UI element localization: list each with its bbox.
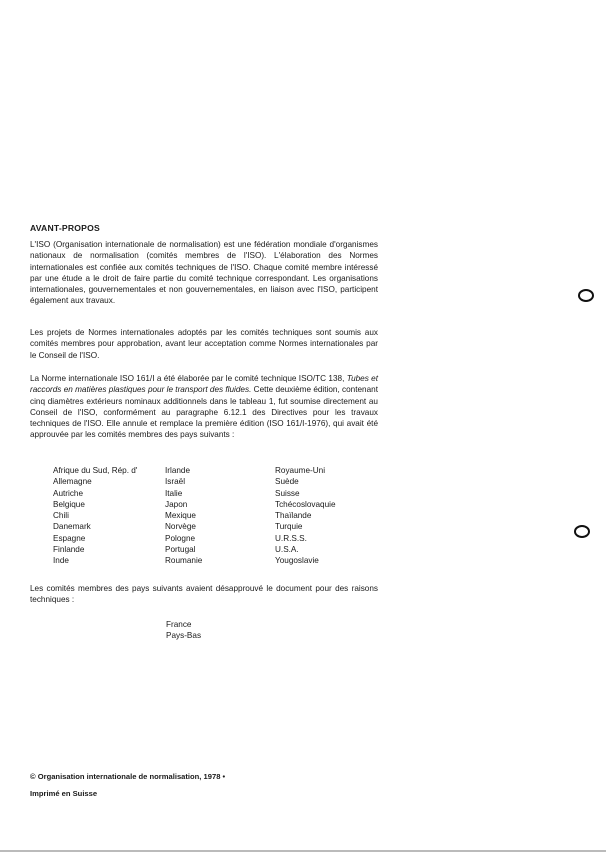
country-item: Chili	[53, 511, 69, 521]
country-item: Yougoslavie	[275, 556, 319, 566]
country-item: Danemark	[53, 522, 91, 532]
foreword-heading: AVANT-PROPOS	[30, 223, 100, 233]
country-item: Mexique	[165, 511, 196, 521]
country-item: Israël	[165, 477, 186, 487]
country-item: Finlande	[53, 545, 85, 555]
country-item: Inde	[53, 556, 69, 566]
countries-column-2	[165, 465, 275, 567]
country-item: Afrique du Sud, Rép. d'	[53, 466, 138, 475]
country-item: Pologne	[165, 533, 196, 543]
country-item: France	[166, 620, 192, 629]
country-item: Pays-Bas	[166, 631, 202, 641]
country-item: Roumanie	[165, 556, 203, 566]
country-item: U.S.A.	[275, 545, 299, 555]
paragraph-standard-history	[30, 373, 378, 441]
paragraph-approval: Les projets de Normes internationales adoptés par les comités techniques sont soumis aux comités membres pour approbation, avant leur acceptation comme Normes internationales par le Conseil de l'ISO.	[30, 328, 378, 360]
scan-edge-divider	[0, 850, 606, 852]
country-item: Tchécoslovaquie	[275, 499, 336, 509]
country-item: Espagne	[53, 533, 86, 543]
country-item: Belgique	[53, 499, 85, 509]
paragraph-history-end: Cette deuxième édition, contenant cinq diamètres extérieurs nominaux additionnels dans le tableau 1, fut soumise directement au Conseil de l'ISO, conformément au paragraphe 6.12.1 des Directives pour les travaux techniques de l'ISO. Elle annule et remplace la première édition (ISO 161/I-1976), qui avait été approuvée par les comités membres des pays suivants :	[30, 385, 378, 440]
country-item: Suède	[275, 477, 299, 487]
country-item: Irlande	[165, 466, 191, 475]
paragraph-history-start: La Norme internationale ISO 161/I a été élaborée par le comité technique ISO/TC 138,	[30, 374, 347, 383]
disapproving-countries-list	[166, 619, 201, 642]
punch-hole-icon	[578, 289, 594, 302]
countries-column-1	[53, 465, 165, 567]
country-item: U.R.S.S.	[275, 533, 307, 543]
committee-title: Tubes et raccords en matières plastiques pour le transport des fluides.	[30, 374, 378, 395]
country-item: Japon	[165, 499, 188, 509]
paragraph-disapproval: Les comités membres des pays suivants avaient désapprouvé le document pour des raisons techniques :	[30, 584, 378, 605]
country-item: Turquie	[275, 522, 303, 532]
country-item: Italie	[165, 488, 183, 498]
copyright-notice: © Organisation internationale de normalisation, 1978 •	[30, 772, 226, 781]
country-item: Royaume-Uni	[275, 466, 326, 475]
printed-in-notice: Imprimé en Suisse	[30, 789, 98, 798]
punch-hole-icon	[574, 525, 590, 538]
countries-column-3	[275, 465, 385, 567]
country-item: Thaïlande	[275, 511, 312, 521]
country-item: Autriche	[53, 488, 84, 498]
country-item: Portugal	[165, 545, 196, 555]
country-item: Norvège	[165, 522, 196, 532]
country-item: Allemagne	[53, 477, 92, 487]
paragraph-iso-intro: L'ISO (Organisation internationale de normalisation) est une fédération mondiale d'organismes nationaux de normalisation (comités membres de l'ISO). L'élaboration des Normes internationales est confiée aux comités techniques de l'ISO. Chaque comité membre intéressé par une étude a le droit de faire partie du comité technique correspondant. Les organisations internationales, gouvernementales et non gouvernementales, en liaison avec l'ISO, participent également aux travaux.	[30, 240, 378, 306]
country-item: Suisse	[275, 488, 300, 498]
